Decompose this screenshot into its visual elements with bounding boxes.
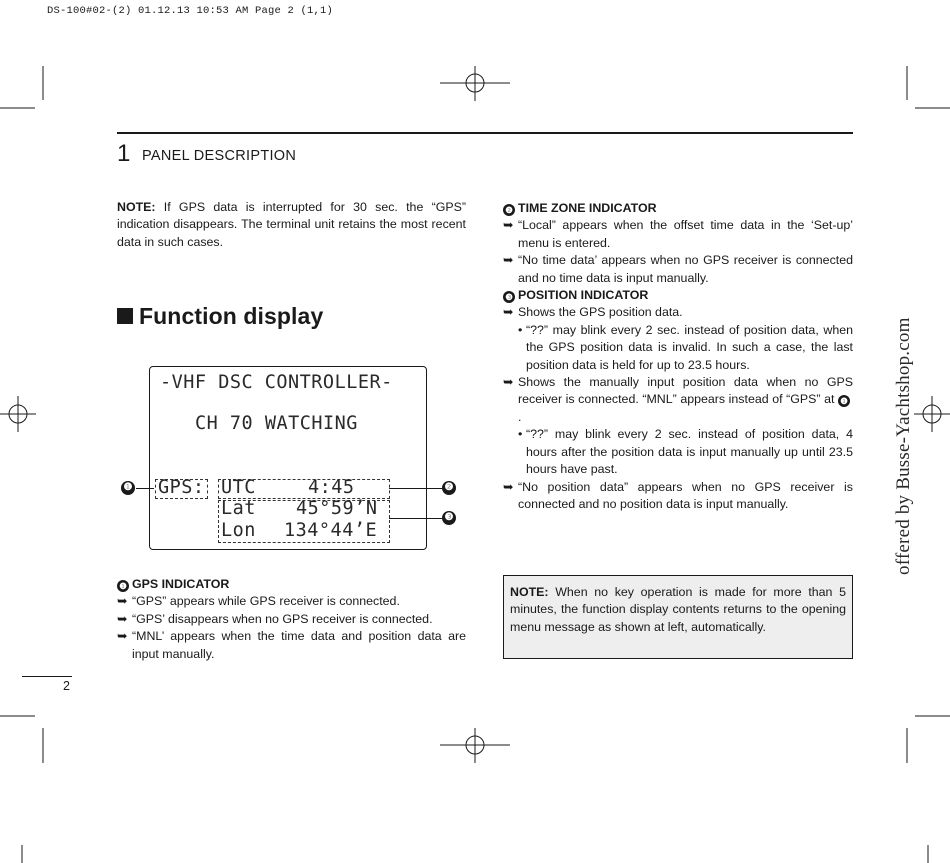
list-item: ➥ Shows the GPS position data. xyxy=(503,304,853,321)
right-column xyxy=(503,200,853,513)
arrow-bullet-icon: ➥ xyxy=(503,375,514,390)
list-item: ➥ Shows the manually input position data when no GPS receiver is connected. “MNL” appears instead of “GPS” at ❶. xyxy=(503,375,853,424)
lcd-lat-label: Lat xyxy=(221,498,256,519)
lcd-channel-line: CH 70 WATCHING xyxy=(195,413,358,434)
list-item: ➥ “Local” appears when the offset time data in the ‘Set-up’ menu is entered. xyxy=(503,218,853,250)
circled-2-icon: ❷ xyxy=(503,204,515,216)
callout-2: ❷ xyxy=(442,481,456,495)
lcd-lat-value: 45°59’N xyxy=(296,498,378,519)
arrow-bullet-icon: ➥ xyxy=(117,611,128,626)
arrow-bullet-icon: ➥ xyxy=(503,253,514,268)
page-number: 2 xyxy=(63,679,70,693)
lcd-title-line: -VHF DSC CONTROLLER- xyxy=(160,372,393,393)
arrow-bullet-icon: ➥ xyxy=(117,594,128,609)
circled-1-icon: ❶ xyxy=(117,580,129,592)
list-item: ➥ “MNL’ appears when the time data and position data are input manually. xyxy=(117,629,466,661)
callout-3: ❸ xyxy=(442,511,456,525)
arrow-bullet-icon: ➥ xyxy=(503,305,514,320)
note-text: If GPS data is interrupted for 30 sec. the “GPS” indication disappears. The terminal unit retains the most recent data in such cases. xyxy=(117,200,466,249)
note-text: When no key operation is made for more than 5 minutes, the function display contents returns to the opening menu message as shown at left, automatically. xyxy=(510,585,846,634)
sub-list-item: • “??” may blink every 2 sec. instead of position data, when the GPS position data is invalid. In such a case, the last position data is held for up to 23.5 hours. xyxy=(518,322,853,372)
lcd-display xyxy=(149,366,427,550)
lcd-lon-value: 134°44’E xyxy=(284,520,378,541)
chapter-number: 1 xyxy=(117,140,131,167)
callout-3-leader xyxy=(389,518,442,519)
section-title: Function display xyxy=(139,303,324,329)
gps-interrupt-note xyxy=(117,199,466,251)
arrow-bullet-icon: ➥ xyxy=(503,218,514,233)
lcd-gps-indicator: GPS: xyxy=(158,477,205,498)
gps-indicator-section xyxy=(117,576,466,663)
circled-1-icon: ❶ xyxy=(838,395,850,407)
dot-bullet-icon: • xyxy=(518,322,523,337)
lcd-lon-label: Lon xyxy=(221,520,256,541)
note-label: NOTE: xyxy=(510,585,549,599)
watermark: offered by Busse-Yachtshop.com xyxy=(893,317,914,575)
callout-1: ❶ xyxy=(121,481,135,495)
time-zone-heading: ❷ TIME ZONE INDICATOR xyxy=(503,200,853,217)
header-rule xyxy=(117,132,853,134)
list-item: ➥ “No position data” appears when no GPS receiver is connected and no position data is input manually. xyxy=(503,479,853,511)
sub-list-item: • “??” may blink every 2 sec. instead of position data, 4 hours after the position data is input manually up until 23.5 hours have past. xyxy=(518,427,853,477)
arrow-bullet-icon: ➥ xyxy=(503,479,514,494)
note-label: NOTE: xyxy=(117,200,156,214)
arrow-bullet-icon: ➥ xyxy=(117,629,128,644)
section-heading xyxy=(117,303,323,330)
print-slug: DS-100#02-(2) 01.12.13 10:53 AM Page 2 (1,1) xyxy=(47,5,334,17)
dot-bullet-icon: • xyxy=(518,427,523,442)
square-bullet-icon xyxy=(117,308,133,324)
chapter-title: PANEL DESCRIPTION xyxy=(142,148,297,164)
position-heading: ❸ POSITION INDICATOR xyxy=(503,287,853,304)
lcd-utc-value: 4:45 xyxy=(308,477,355,498)
list-item: ➥ “No time data’ appears when no GPS receiver is connected and no time data is input manually. xyxy=(503,253,853,285)
callout-1-leader xyxy=(136,488,154,489)
lcd-utc-label: UTC xyxy=(221,477,256,498)
circled-3-icon: ❸ xyxy=(503,291,515,303)
page-number-rule xyxy=(22,676,72,677)
timeout-note-box xyxy=(503,575,853,659)
list-item: ➥ “GPS’ disappears when no GPS receiver is connected. xyxy=(117,611,466,628)
gps-indicator-heading: ❶ GPS INDICATOR xyxy=(117,576,466,593)
callout-2-leader xyxy=(389,488,442,489)
list-item: ➥ “GPS” appears while GPS receiver is connected. xyxy=(117,593,466,610)
